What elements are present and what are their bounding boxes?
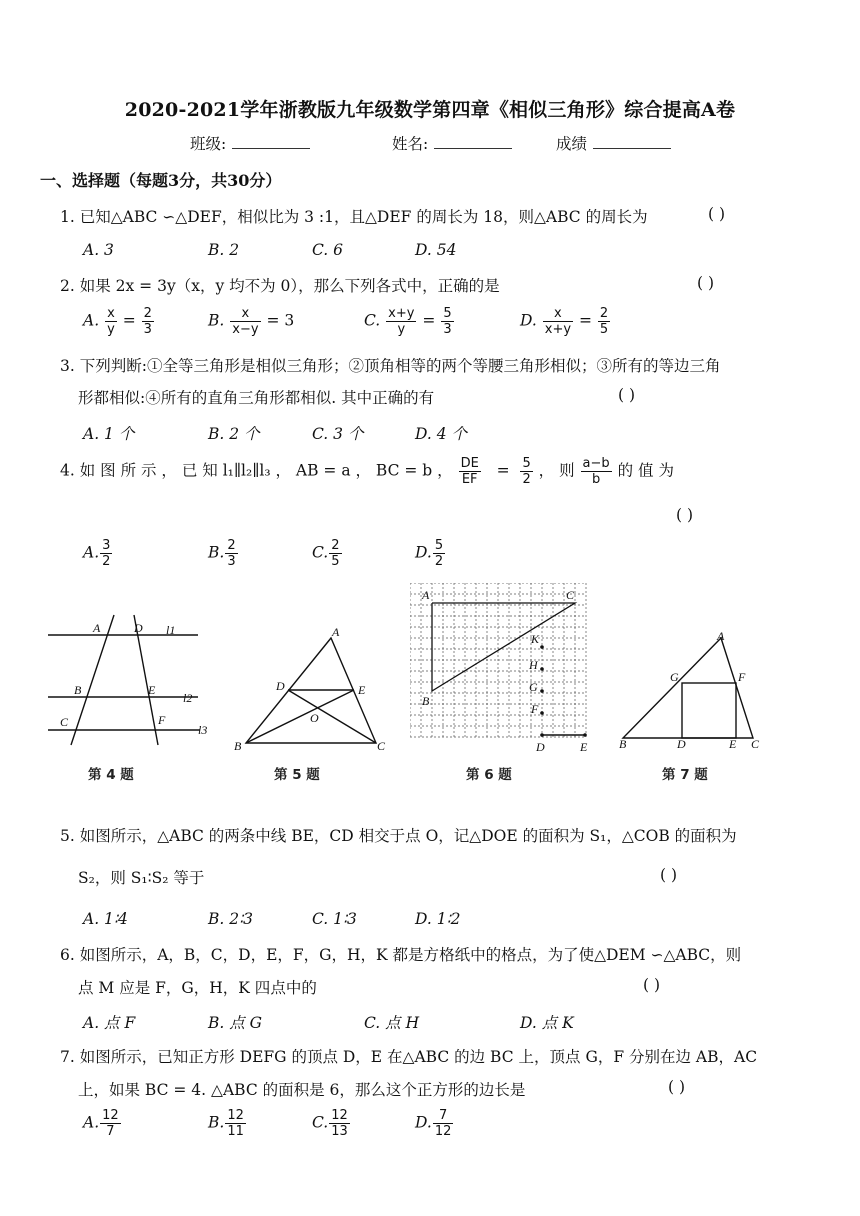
equals-value: = 3 [266,311,295,330]
caption-fig5: 第 5 题 [274,767,320,783]
denominator: x+y [544,322,572,337]
q2-answer-paren: ( ) [697,274,715,292]
caption-fig7: 第 7 题 [662,767,708,783]
label-a: A [717,629,725,643]
denominator: 5 [331,554,340,569]
q2-option-b [208,306,294,337]
q6-stem-line1: 6. 如图所示，A，B，C，D，E，F，G，H，K 都是方格纸中的格点，为了使△DEM ∽△ABC，则 [60,946,742,964]
option-fraction [329,538,341,569]
q6-option-a: A. 点 F [83,1014,136,1032]
label-b: B [234,739,242,753]
denominator: 13 [331,1124,348,1139]
q7-option-d [415,1108,454,1139]
de-ef-fraction [459,456,481,487]
label-o: O [310,711,319,725]
numerator: 5 [443,306,452,321]
q7-stem-line2: 上，如果 BC = 4. △ABC 的面积是 6，那么这个正方形的边长是 [78,1081,526,1099]
score-label: 成绩 [556,135,588,153]
q5-stem-line2: S₂，则 S₁∶S₂ 等于 [78,869,205,887]
option-fraction [329,1108,350,1139]
name-label: 姓名: [392,135,429,153]
numerator: a−b [582,456,610,471]
q2-option-d [520,306,611,337]
q4-stem-post: 的 值 为 [617,461,674,480]
denominator: 12 [434,1124,452,1139]
label-a: A [422,588,430,602]
label-f: F [531,702,539,716]
label-d: D [677,737,686,751]
numerator: 12 [227,1108,244,1123]
q2-option-a [83,306,155,337]
denominator: 2 [522,472,531,487]
class-blank[interactable] [232,134,310,149]
equals-sign: = [496,461,510,480]
denominator: 2 [434,554,444,569]
q2-option-b-letter: B. [208,311,225,330]
label-b: B [74,683,82,697]
q2-option-a-letter: A. [83,311,100,330]
numerator: 7 [433,1108,454,1124]
label-b: B [422,694,430,708]
option-letter: B. [208,1113,225,1132]
figure-6 [410,583,590,755]
denominator: y [397,322,406,337]
q2a-rhs-fraction [142,306,154,337]
option-letter: A. [83,1113,100,1132]
label-l1: l1 [166,623,176,637]
figure-5 [228,620,398,755]
label-f: F [738,670,746,684]
q7-stem-line1: 7. 如图所示，已知正方形 DEFG 的顶点 D，E 在△ABC 的边 BC 上，顶点 G，F 分别在边 AB，AC [60,1048,758,1066]
option-fraction [433,538,445,569]
denominator: 5 [599,322,609,337]
q5-answer-paren: ( ) [660,866,678,884]
q1-option-c: C. 6 [312,241,344,259]
q5-stem-line1: 5. 如图所示，△ABC 的两条中线 BE，CD 相交于点 O，记△DOE 的面积为 S₁，△COB 的面积为 [60,827,737,845]
option-fraction [225,538,237,569]
label-a: A [332,625,340,639]
q3-option-a: A. 1 个 [83,425,135,443]
numerator: x+y [388,306,415,321]
option-fraction [100,1108,121,1139]
caption-fig4: 第 4 题 [88,767,134,783]
numerator: 12 [102,1108,119,1123]
name-blank[interactable] [434,134,512,149]
label-f: F [158,713,166,727]
numerator: 2 [331,538,340,553]
q5-option-a: A. 1∶4 [83,910,128,928]
equals-sign: = [422,311,436,330]
denominator: 7 [106,1124,115,1139]
numerator: x [107,306,115,321]
q4-option-d [415,538,446,569]
label-d: D [276,679,285,693]
q3-option-b: B. 2 个 [208,425,260,443]
denominator: b [591,472,601,487]
q1-option-a: A. 3 [83,241,114,259]
label-e: E [580,740,588,754]
q5-option-c: C. 1∶3 [312,910,357,928]
label-g: G [529,680,538,694]
option-letter: B. [208,543,225,562]
q6-option-c: C. 点 H [364,1014,420,1032]
label-l3: l3 [198,723,208,737]
label-e: E [148,683,156,697]
five-halves-fraction [520,456,532,487]
denominator: 3 [227,554,236,569]
q4-option-c [312,538,343,569]
q7-option-a [83,1108,122,1139]
label-c: C [566,588,575,602]
numerator: x [230,306,260,322]
page-title: 2020-2021学年浙教版九年级数学第四章《相似三角形》综合提高A卷 [124,99,736,121]
q2-option-d-letter: D. [520,311,537,330]
numerator: 12 [331,1108,348,1123]
equals-sign: = [578,311,592,330]
numerator: x [543,306,573,322]
class-field [190,132,310,154]
numerator: DE [460,456,479,471]
denominator: EF [461,472,478,487]
option-fraction [100,538,112,569]
denominator: y [107,322,115,337]
q6-option-b: B. 点 G [208,1014,263,1032]
option-letter: D. [415,1113,432,1132]
denominator: x−y [232,322,259,337]
q2d-rhs-fraction [598,306,610,337]
figure-4 [48,610,218,750]
q2c-fraction [386,306,416,337]
option-letter: A. [83,543,100,562]
score-field [556,132,671,154]
option-letter: C. [312,1113,329,1132]
q3-stem-line2: 形都相似:④所有的直角三角形都相似. 其中正确的有 [78,389,435,407]
a-minus-b-over-b-fraction [581,456,612,487]
q2-option-c-letter: C. [364,311,381,330]
figure-7 [615,628,775,753]
denominator: 3 [443,322,452,337]
q5-option-b: B. 2∶3 [208,910,254,928]
label-c: C [377,739,386,753]
denominator: 2 [102,554,111,569]
denominator: 11 [227,1124,244,1139]
label-c: C [60,715,69,729]
numerator: 2 [227,538,236,553]
q4-stem-pre: 4. 如 图 所 示 ， 已 知 l₁∥l₂∥l₃ ， AB = a ， BC = b ， [60,461,453,480]
q3-answer-paren: ( ) [618,386,636,404]
q4-stem [60,456,674,487]
label-l2: l2 [183,691,193,705]
option-letter: C. [312,543,329,562]
numerator: 2 [599,306,609,321]
label-g: G [670,670,679,684]
q4-option-a [83,538,113,569]
label-h: H [529,658,538,672]
q6-answer-paren: ( ) [643,976,661,994]
q4-stem-mid: ， 则 [538,461,575,480]
label-d: D [134,621,143,635]
q5-option-d: D. 1∶2 [415,910,461,928]
equals-sign: = [122,311,136,330]
label-b: B [619,737,627,751]
q2b-fraction [230,306,260,337]
q3-option-c: C. 3 个 [312,425,364,443]
q7-option-b [208,1108,247,1139]
numerator: 3 [102,538,111,553]
name-field [392,132,512,154]
q1-answer-paren: ( ) [708,205,726,223]
q6-stem-line2: 点 M 应是 F，G，H，K 四点中的 [78,979,317,997]
q1-stem: 1. 已知△ABC ∽△DEF，相似比为 3 :1，且△DEF 的周长为 18，则△ABC 的周长为 [60,208,648,226]
numerator: 5 [434,538,444,553]
score-blank[interactable] [593,134,671,149]
q7-option-c [312,1108,351,1139]
option-letter: D. [415,543,432,562]
class-label: 班级: [190,135,227,153]
q4-option-b [208,538,239,569]
q6-option-d: D. 点 K [520,1014,574,1032]
q3-option-d: D. 4 个 [415,425,468,443]
label-e: E [358,683,366,697]
q7-answer-paren: ( ) [668,1078,686,1096]
numerator: 5 [522,456,531,471]
option-fraction [225,1108,246,1139]
q2-stem: 2. 如果 2x = 3y（x，y 均不为 0），那么下列各式中，正确的是 [60,277,500,295]
q2a-fraction [105,306,117,337]
label-a: A [93,621,101,635]
numerator: 2 [143,306,152,321]
caption-fig6: 第 6 题 [466,767,512,783]
option-fraction [433,1108,454,1139]
section-heading: 一、选择题（每题3分，共30分） [40,171,282,190]
q1-option-b: B. 2 [208,241,240,259]
label-d: D [536,740,545,754]
label-e: E [729,737,737,751]
q2c-rhs-fraction [441,306,453,337]
label-c: C [751,737,760,751]
q4-answer-paren: ( ) [676,506,694,524]
q3-stem-line1: 3. 下列判断:①全等三角形是相似三角形；②顶角相等的两个等腰三角形相似；③所有的等边三角 [60,357,721,375]
label-k: K [531,632,540,646]
q1-option-d: D. 54 [415,241,457,259]
denominator: 3 [143,322,152,337]
q2d-fraction [543,306,573,337]
q2-option-c [364,306,455,337]
